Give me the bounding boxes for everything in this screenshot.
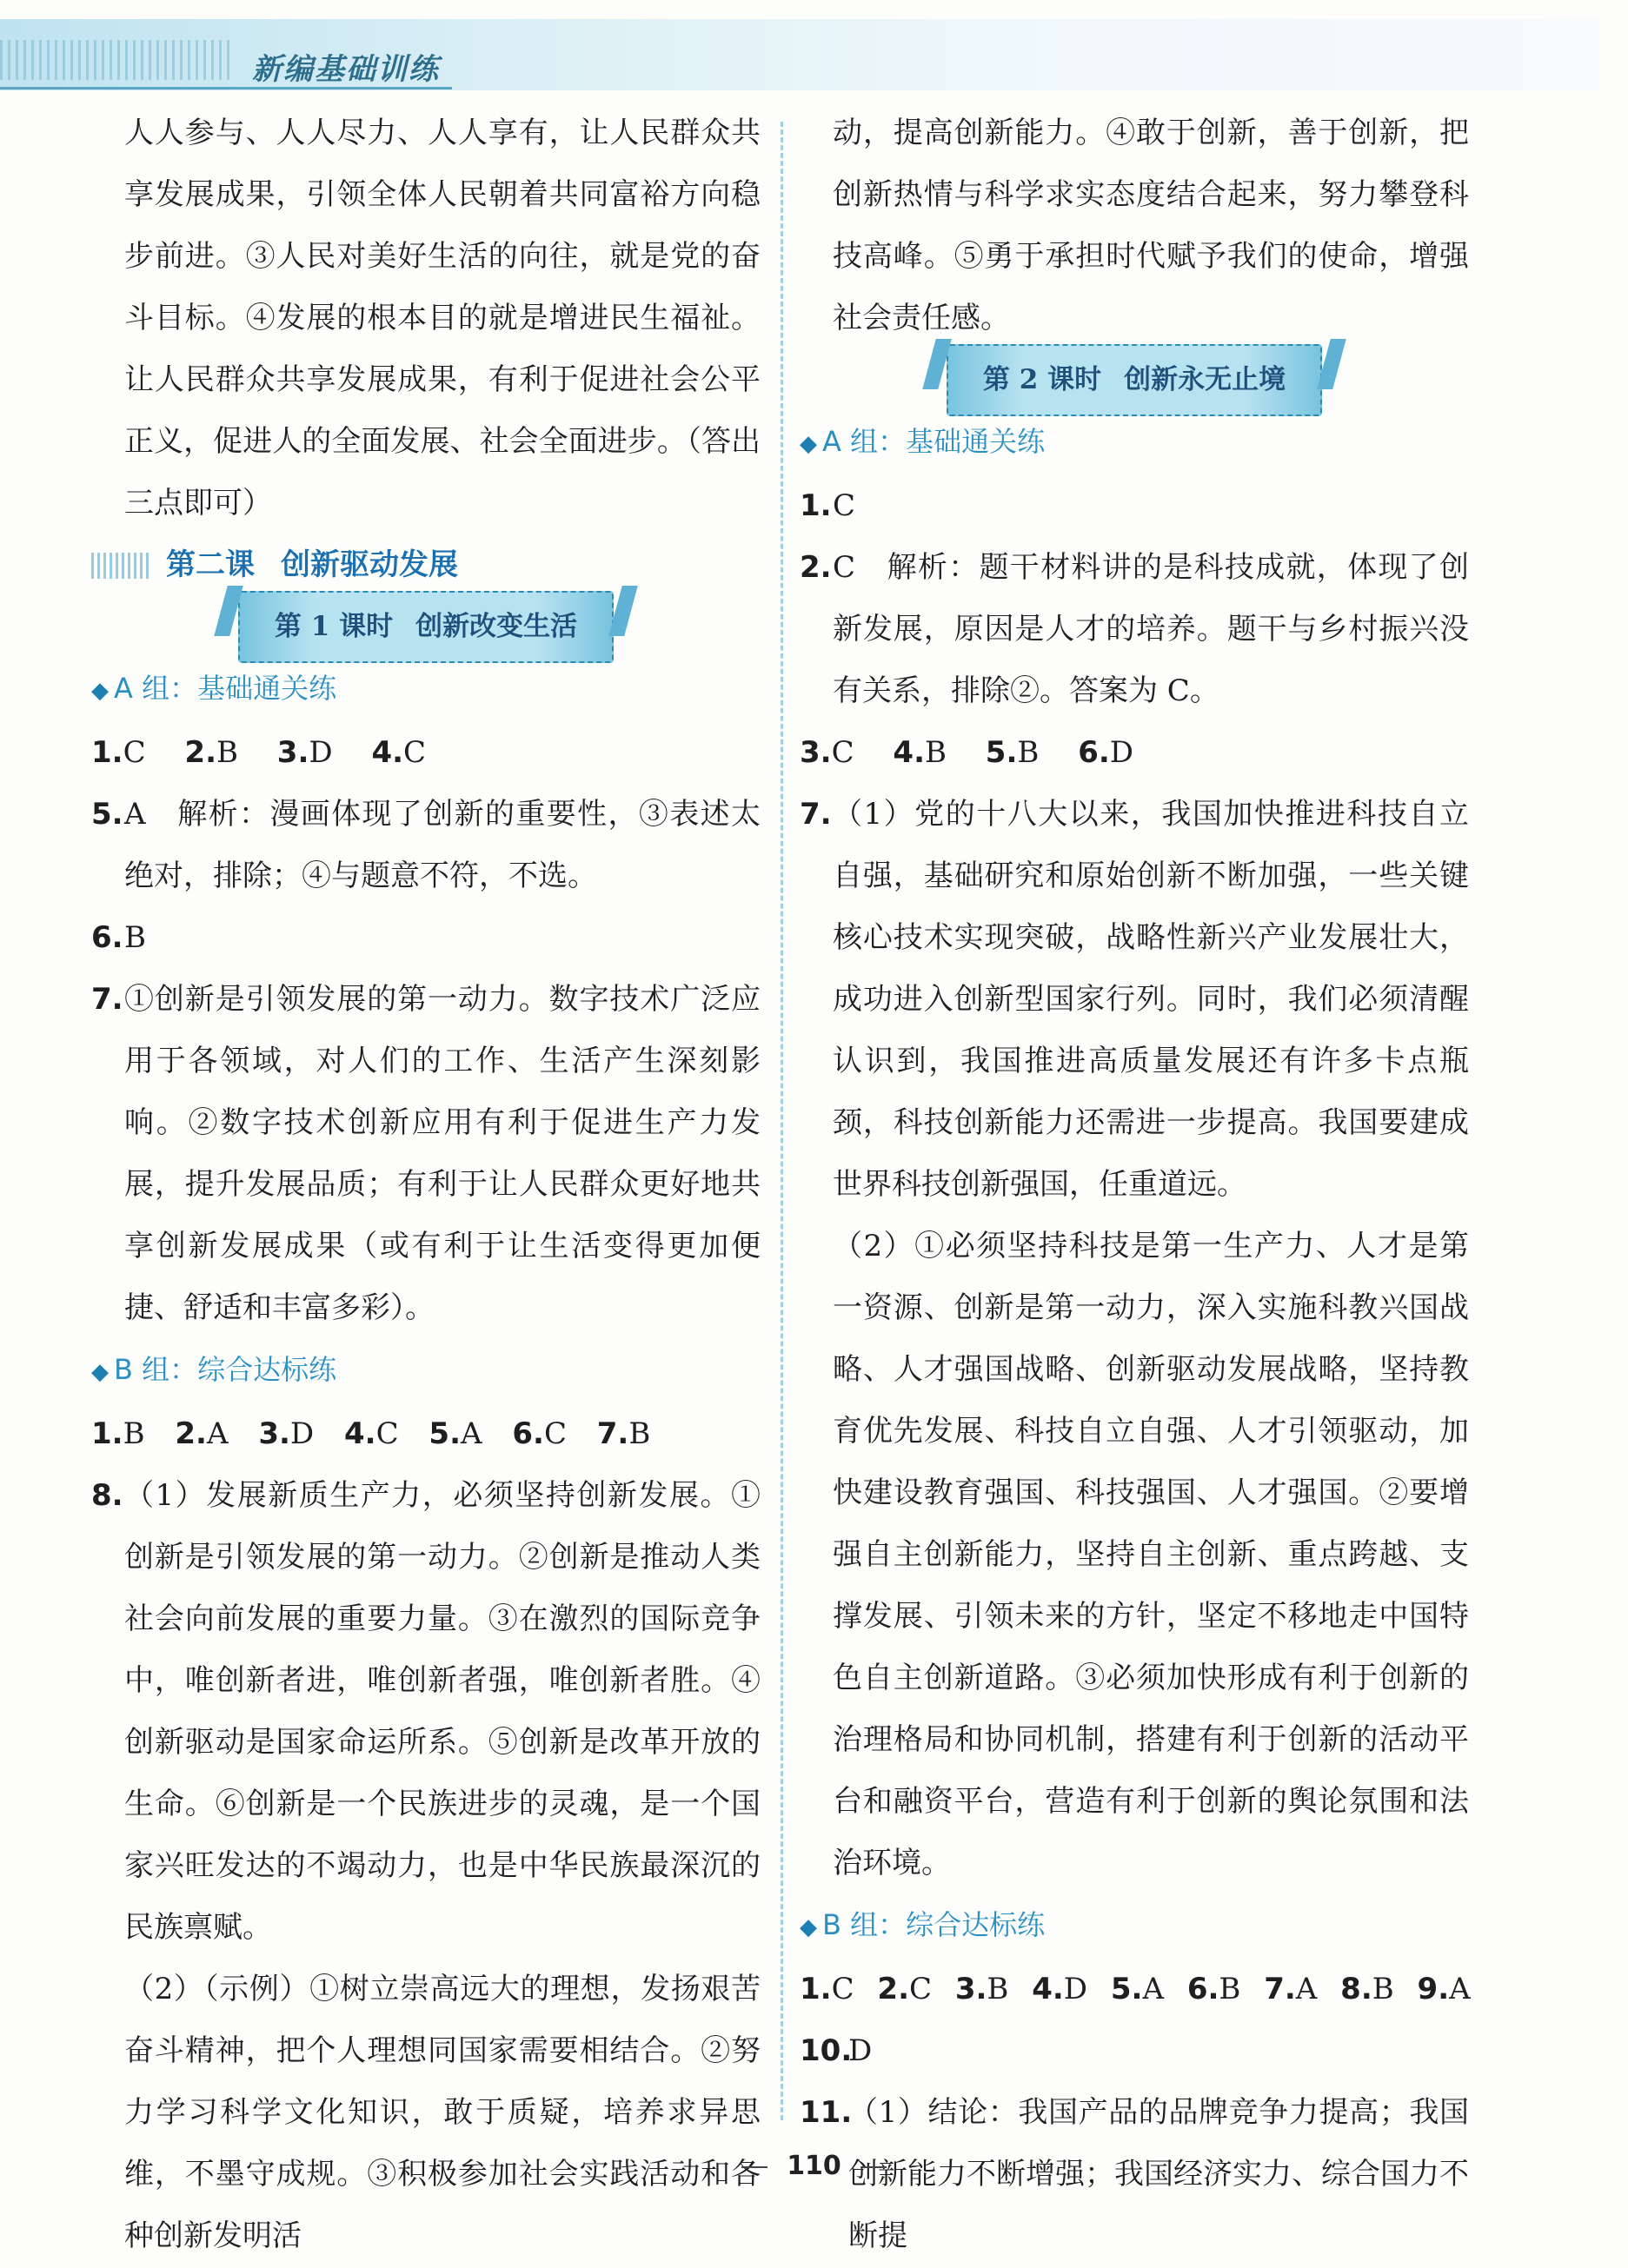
answer-item [91,1403,145,1465]
page-number: 110 [787,2151,841,2181]
section-banner [91,596,761,658]
answer-text: C [833,488,856,523]
heading-stripes-icon [91,553,152,579]
question-number: 10. [800,2033,853,2068]
answer: A [460,1416,482,1451]
question-number: 4. [344,1416,376,1451]
answer-item [1078,722,1133,784]
answer-item [91,784,761,907]
question-number: 7. [91,982,123,1017]
answer: C [375,1416,399,1451]
question-number: 6. [91,920,123,955]
answer: A [1449,1972,1471,2006]
section-banner [800,349,1469,411]
header-band [0,19,1599,90]
answer-row [800,722,1469,784]
answer: C [403,735,427,770]
right-column [800,103,1469,2267]
question-number: 9. [1417,1972,1450,2006]
footer-dash [741,2166,767,2168]
answer-item [1340,1959,1394,2020]
answer-text: D [848,2033,873,2068]
group-b-heading [800,1894,1469,1959]
answer-part-2: （2）①必须坚持科技是第一生产力、人才是第一资源、创新是第一动力，深入实施科教兴国战略、人才强国战略、创新驱动发展战略，坚持教育优先发展、科技自立自强、人才引领驱动，加快建设教育强国、科技强国、人才强国。②要增强自主创新能力，坚持自主创新、重点跨越、支撑发展、引领未来的方针，坚定不移地走中国特色自主创新道路。③必须加快形成有利于创新的治理格局和协同机制，搭建有利于创新的活动平台和融资平台，营造有利于创新的舆论氛围和法治环境。 [833,1229,1469,1880]
question-number: 5. [1110,1972,1143,2006]
page-footer [0,2151,1628,2181]
answer: D [289,1416,315,1451]
answer-item [429,1403,482,1465]
answer: C [543,1416,567,1451]
answer-item [91,907,761,969]
answer-text: C 解析：题干材料讲的是科技成就，体现了创新发展，原因是人才的培养。题干与乡村振兴没有关系，排除②。答案为 C。 [833,550,1469,708]
column-divider [781,122,783,2120]
book-title: 新编基础训练 [252,52,440,87]
lesson-heading [91,534,761,596]
answer-text: B [124,920,146,955]
answer-item [893,722,947,784]
answer-item [91,1465,761,2267]
banner-period: 第 1 课时 [274,611,394,642]
answer: B [1017,735,1040,770]
left-column [91,103,761,2267]
group-a-heading [800,411,1469,475]
answer: B [1219,1972,1241,2006]
section-banner-label [238,591,614,663]
group-label: A 组：基础通关练 [114,672,337,705]
answer-part-1: （1）党的十八大以来，我国加快推进科技自立自强，基础研究和原始创新不断加强，一些关键核心技术实现突破，战略性新兴产业发展壮大，成功进入创新型国家行列。同时，我们必须清醒认识到，我国推进高质量发展还有许多卡点瓶颈，科技创新能力还需进一步提高。我国要建成世界科技创新强国，任重道远。 [833,797,1469,1202]
question-number: 2. [175,1416,207,1451]
diamond-icon: ◆ [800,1914,817,1940]
answer-row [91,722,761,784]
answer-item [1264,1959,1317,2020]
answer: A [1142,1972,1164,2006]
answer-item [800,475,1469,537]
question-number: 5. [429,1416,461,1451]
answer-item [800,2020,1469,2082]
question-number: 1. [800,1972,832,2006]
lesson-title: 创新驱动发展 [281,547,458,582]
answer-part-1: （1）发展新质生产力，必须坚持创新发展。①创新是引领发展的第一动力。②创新是推动人类社会向前发展的重要力量。③在激烈的国际竞争中，唯创新者进，唯创新者强，唯创新者胜。④创新驱动是国家命运所系。⑤创新是改革开放的生命。⑥创新是一个民族进步的灵魂，是一个国家兴旺发达的不竭动力，也是中华民族最深沉的民族禀赋。 [124,1478,761,1945]
question-number: 3. [800,735,832,770]
question-number: 5. [985,735,1018,770]
answer: C [908,1972,932,2006]
answer-item [344,1403,399,1465]
answer-item [175,1403,228,1465]
question-number: 4. [893,735,925,770]
question-number: 2. [877,1972,909,2006]
group-label: A 组：基础通关练 [822,425,1046,458]
answer-item [371,722,426,784]
footer-dash [861,2166,887,2168]
question-number: 7. [1264,1972,1296,2006]
question-number: 4. [1032,1972,1064,2006]
group-b-heading [91,1339,761,1403]
answer: A [1295,1972,1318,2006]
answer-text: （1）结论：我国产品的品牌竞争力提高；我国创新能力不断增强；我国经济实力、综合国力不断提 [848,2095,1469,2253]
answer-row [91,1403,761,1465]
answer: B [987,1972,1009,2006]
answer: C [123,735,146,770]
question-number: 6. [1186,1972,1219,2006]
answer: B [924,735,947,770]
answer-part-2: （2）（示例）①树立崇高远大的理想，发扬艰苦奋斗精神，把个人理想同国家需要相结合。②努力学习科学文化知识，敢于质疑，培养求异思维，不墨守成规。③积极参加社会实践活动和各种创新发明活 [124,1972,761,2253]
question-number: 1. [91,735,123,770]
question-number: 4. [371,735,404,770]
banner-title: 创新永无止境 [1124,364,1286,395]
answer-item [512,1403,567,1465]
group-label: B 组：综合达标练 [822,1908,1046,1941]
answer-item [91,969,761,1339]
group-label: B 组：综合达标练 [114,1353,337,1386]
answer: C [831,735,854,770]
question-number: 6. [1078,735,1110,770]
answer-item [800,1959,854,2020]
answer-row [800,1959,1469,2020]
answer-item [1187,1959,1241,2020]
answer-item [91,722,146,784]
banner-title: 创新改变生活 [415,611,578,642]
banner-period: 第 2 课时 [982,364,1102,395]
question-number: 3. [258,1416,290,1451]
answer-text: ①创新是引领发展的第一动力。数字技术广泛应用于各领域，对人们的工作、生活产生深刻影响。②数字技术创新应用有利于促进生产力发展，提升发展品质；有利于让人民群众更好地共享创新发展成果（或有利于让生活变得更加便捷、舒适和丰富多彩）。 [124,982,761,1325]
answer: B [628,1416,651,1451]
header-underline [0,87,452,90]
question-number: 7. [800,797,832,832]
answer-item [184,722,238,784]
diamond-icon: ◆ [91,678,109,704]
answer-item [277,722,333,784]
answer: D [1063,1972,1088,2006]
answer-item [955,1959,1009,2020]
continued-answer: 动，提高创新能力。④敢于创新，善于创新，把创新热情与科学求实态度结合起来，努力攀登科技高峰。⑤勇于承担时代赋予我们的使命，增强社会责任感。 [833,116,1469,335]
answer-item [1111,1959,1164,2020]
group-a-heading [91,658,761,722]
answer: D [309,735,333,770]
answer-item [800,722,854,784]
answer-item [986,722,1040,784]
continued-answer: 人人参与、人人尽力、人人享有，让人民群众共享发展成果，引领全体人民朝着共同富裕方向稳步前进。③人民对美好生活的向往，就是党的奋斗目标。④发展的根本目的就是增进民生福祉。让人民群众共享发展成果，有利于促进社会公平正义，促进人的全面发展、社会全面进步。（答出三点即可） [124,116,761,521]
question-number: 2. [800,550,832,585]
answer-item [877,1959,932,2020]
answer: A [206,1416,229,1451]
answer-item [258,1403,314,1465]
question-number: 8. [1340,1972,1372,2006]
header-decoration [0,40,235,80]
answer: D [1109,735,1134,770]
answer: B [123,1416,145,1451]
diamond-icon: ◆ [91,1359,109,1385]
question-number: 11. [800,2095,853,2130]
question-number: 3. [954,1972,987,2006]
question-number: 1. [91,1416,123,1451]
answer-item [1418,1959,1471,2020]
question-number: 3. [276,735,309,770]
answer: B [216,735,238,770]
question-number: 2. [184,735,216,770]
question-number: 7. [596,1416,629,1451]
question-number: 6. [512,1416,544,1451]
diamond-icon: ◆ [800,431,817,457]
lesson-label: 第二课 [166,547,255,582]
answer: C [831,1972,854,2006]
answer-item [800,784,1469,1894]
answer-text: A 解析：漫画体现了创新的重要性，③表述太绝对，排除；④与题意不符，不选。 [124,797,761,893]
answer-item [1032,1959,1087,2020]
answer: B [1372,1972,1394,2006]
question-number: 5. [91,797,123,832]
question-number: 1. [800,488,832,523]
question-number: 8. [91,1478,123,1513]
answer-item [597,1403,651,1465]
answer-item [800,537,1469,722]
section-banner-label [947,344,1322,416]
